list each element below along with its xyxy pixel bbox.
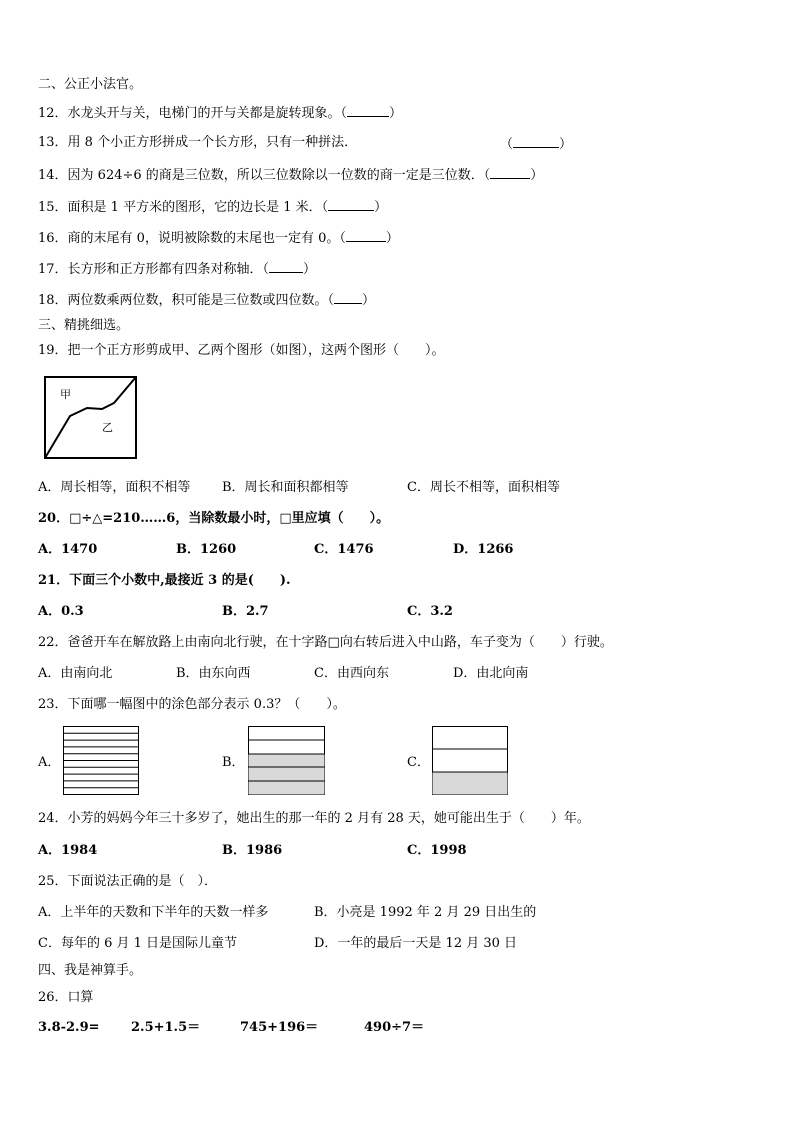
q25-option-c[interactable]: C．每年的 6 月 1 日是国际儿童节	[38, 936, 238, 951]
question-14	[38, 166, 543, 184]
question-18-text: 18．两位数乘两位数，积可能是三位数或四位数。（	[38, 293, 335, 308]
question-12	[38, 104, 402, 122]
question-13-open: （	[500, 137, 514, 152]
answer-blank-15[interactable]	[328, 198, 374, 211]
q25-option-a[interactable]: A．上半年的天数和下半年的天数一样多	[38, 905, 269, 920]
answer-blank-17[interactable]	[269, 260, 303, 273]
q25-option-b[interactable]: B．小亮是 1992 年 2 月 29 日出生的	[314, 905, 537, 920]
question-13	[38, 135, 357, 151]
q22-option-b[interactable]: B．由东向西	[176, 666, 251, 681]
q21-option-b[interactable]: B．2.7	[222, 604, 269, 619]
question-25-text: 25．下面说法正确的是（ ）．	[38, 874, 218, 889]
answer-blank-14[interactable]	[490, 166, 530, 179]
section-heading-2: 二、公正小法官。	[38, 77, 143, 92]
answer-blank-13[interactable]	[513, 135, 559, 148]
q23-option-a[interactable]: A．	[38, 755, 61, 770]
question-14-text: 14．因为 624÷6 的商是三位数，所以三位数除以一位数的商一定是三位数．（	[38, 168, 491, 183]
question-13-text: 13．用 8 个小正方形拼成一个长方形，只有一种拼法．	[38, 135, 358, 150]
q24-option-a[interactable]: A．1984	[38, 843, 98, 858]
label-yi: 乙	[102, 421, 113, 434]
question-12-close: ）	[389, 106, 403, 121]
question-15	[38, 198, 387, 216]
cut-line	[45, 377, 136, 458]
question-26-text: 26．口算	[38, 990, 94, 1005]
question-24-text: 24．小芳的妈妈今年三十多岁了，她出生的那一年的 2 月有 28 天，她可能出生于（ ）年。	[38, 811, 590, 826]
q19-option-b[interactable]: B．周长和面积都相等	[222, 480, 349, 495]
question-17-close: ）	[303, 262, 317, 277]
mental-calc-item-2: 2.5+1.5＝	[131, 1020, 201, 1035]
question-17-text: 17．长方形和正方形都有四条对称轴．（	[38, 262, 270, 277]
question-13-bracket	[500, 135, 572, 153]
mental-calc-item-4: 490÷7＝	[364, 1020, 425, 1035]
q22-option-a[interactable]: A．由南向北	[38, 666, 113, 681]
question-20-text: 20．□÷△=210……6，当除数最小时，□里应填（ ）。	[38, 511, 390, 526]
label-jia: 甲	[60, 388, 71, 401]
section-heading-3: 三、精挑细选。	[38, 318, 130, 333]
figure-b-five-strips	[248, 726, 325, 795]
question-16	[38, 229, 399, 247]
figure-a-ten-strips	[63, 726, 139, 795]
mental-calc-item-3: 745+196＝	[240, 1020, 319, 1035]
q22-option-d[interactable]: D．由北向南	[453, 666, 529, 681]
question-22-text: 22．爸爸开车在解放路上由南向北行驶，在十字路□向右转后进入中山路，车子变为（ ）行驶。	[38, 635, 613, 650]
q19-option-a[interactable]: A．周长相等，面积不相等	[38, 480, 191, 495]
mental-calc-item-1: 3.8-2.9=	[38, 1020, 100, 1035]
answer-blank-16[interactable]	[346, 229, 386, 242]
q24-option-b[interactable]: B．1986	[222, 843, 283, 858]
question-23-text: 23．下面哪一幅图中的涂色部分表示 0.3？（ ）。	[38, 697, 346, 712]
question-16-close: ）	[385, 231, 399, 246]
q24-option-c[interactable]: C．1998	[407, 843, 467, 858]
answer-blank-18[interactable]	[334, 291, 362, 304]
question-13-close: ）	[559, 137, 573, 152]
square-outline	[45, 377, 136, 458]
q19-option-c[interactable]: C．周长不相等，面积相等	[407, 480, 560, 495]
q20-option-d[interactable]: D．1266	[453, 542, 514, 557]
question-14-close: ）	[530, 168, 544, 183]
question-15-text: 15．面积是 1 平方米的图形，它的边长是 1 米．（	[38, 200, 329, 215]
q23-option-b[interactable]: B．	[222, 755, 245, 770]
question-18	[38, 291, 375, 309]
section-heading-4: 四、我是神算手。	[38, 963, 143, 978]
q21-option-c[interactable]: C．3.2	[407, 604, 453, 619]
figure-c-three-strips	[432, 726, 508, 795]
question-16-text: 16．商的末尾有 0，说明被除数的末尾也一定有 0。（	[38, 231, 346, 246]
question-12-text: 12．水龙头开与关，电梯门的开与关都是旋转现象。（	[38, 106, 348, 121]
question-15-close: ）	[374, 200, 388, 215]
q21-option-a[interactable]: A．0.3	[38, 604, 84, 619]
q25-option-d[interactable]: D．一年的最后一天是 12 月 30 日	[314, 936, 518, 951]
question-17	[38, 260, 316, 278]
answer-blank-12[interactable]	[347, 104, 389, 117]
question-19-text: 19．把一个正方形剪成甲、乙两个图形（如图），这两个图形（ ）。	[38, 343, 445, 358]
q20-option-a[interactable]: A．1470	[38, 542, 98, 557]
question-21-text: 21．下面三个小数中,最接近 3 的是( ).	[38, 573, 291, 588]
cut-square-figure	[42, 374, 140, 464]
q20-option-b[interactable]: B．1260	[176, 542, 237, 557]
question-18-close: ）	[362, 293, 376, 308]
q22-option-c[interactable]: C．由西向东	[314, 666, 389, 681]
q23-option-c[interactable]: C．	[407, 755, 430, 770]
q20-option-c[interactable]: C．1476	[314, 542, 374, 557]
